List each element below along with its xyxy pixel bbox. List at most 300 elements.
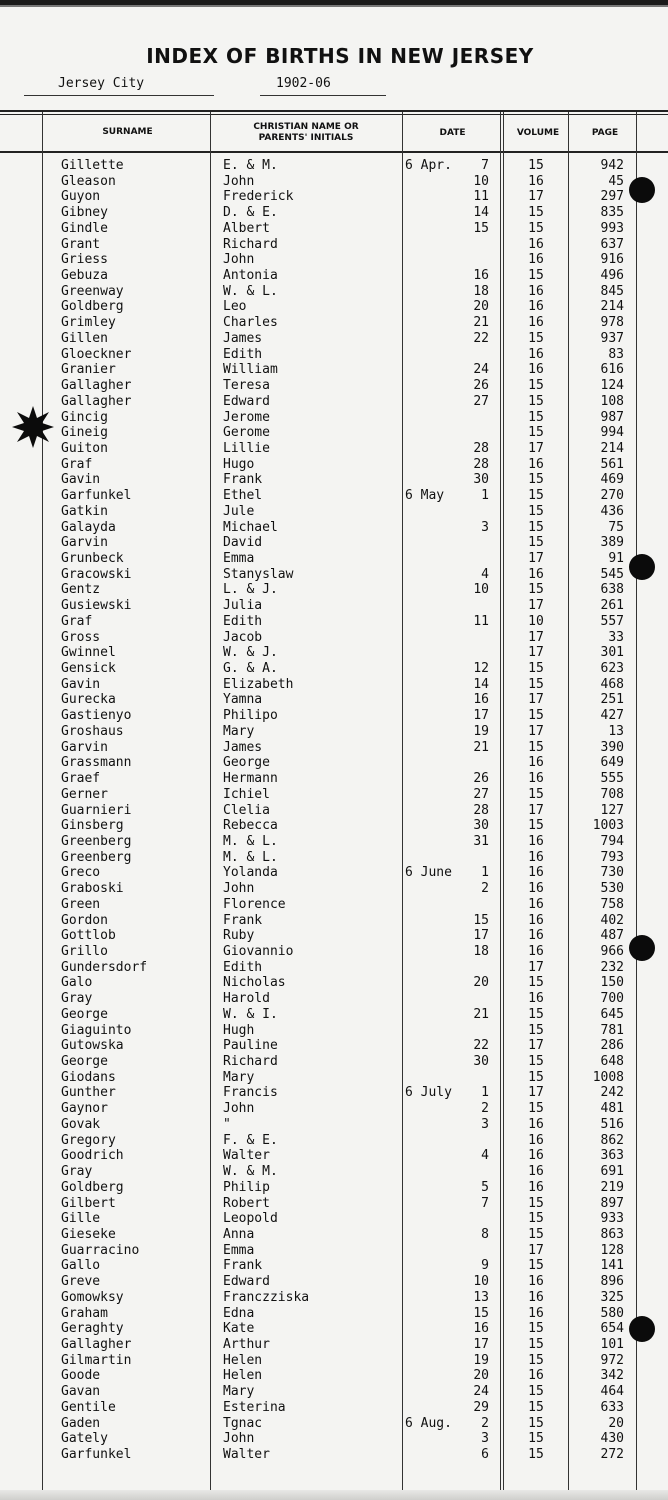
volume-cell: 16: [528, 896, 544, 912]
page-cell: 978: [600, 315, 624, 331]
volume-cell: 15: [528, 158, 544, 173]
table-row: [0, 1148, 668, 1164]
surname-cell: Gaden: [61, 1415, 101, 1431]
surname-cell: Grunbeck: [61, 551, 124, 566]
table-row: [0, 1164, 668, 1180]
years-underline: [260, 95, 386, 96]
table-row: [0, 1447, 668, 1463]
table-row: [0, 614, 668, 630]
date-day-cell: 12: [473, 661, 489, 677]
surname-cell: Gatkin: [61, 503, 108, 519]
volume-column-header: VOLUME: [516, 128, 560, 138]
surname-cell: Green: [61, 896, 101, 912]
volume-cell: 16: [528, 566, 544, 582]
page-cell: 124: [600, 378, 624, 394]
christian-name-cell: D. & E.: [223, 205, 278, 221]
page-cell: 75: [608, 519, 624, 535]
christian-name-cell: Edna: [223, 1305, 255, 1321]
volume-cell: 15: [528, 708, 544, 724]
christian-name-cell: Pauline: [223, 1038, 278, 1054]
table-row: [0, 504, 668, 520]
volume-cell: 17: [528, 1038, 544, 1054]
volume-cell: 15: [528, 1431, 544, 1447]
christian-name-cell: Elizabeth: [223, 676, 294, 692]
volume-cell: 16: [528, 362, 544, 378]
page-cell: 128: [600, 1242, 624, 1258]
volume-cell: 17: [528, 959, 544, 975]
christian-name-cell: L. & J.: [223, 582, 278, 598]
page-cell: 496: [600, 268, 624, 284]
christian-name-cell: Rebecca: [223, 818, 278, 834]
surname-cell: Gillette: [61, 158, 124, 173]
christian-name-cell: Hermann: [223, 771, 278, 787]
volume-cell: 16: [528, 1132, 544, 1148]
surname-cell: Ginsberg: [61, 818, 124, 834]
christian-name-cell: James: [223, 739, 263, 755]
table-row: [0, 488, 668, 504]
christian-name-cell: Walter: [223, 1148, 270, 1164]
volume-cell: 15: [528, 1006, 544, 1022]
date-day-cell: 14: [473, 205, 489, 221]
volume-cell: 15: [528, 519, 544, 535]
volume-cell: 15: [528, 818, 544, 834]
surname-cell: Giaguinto: [61, 1022, 132, 1038]
date-day-cell: 14: [473, 676, 489, 692]
surname-cell: Garvin: [61, 535, 108, 551]
surname-cell: Graf: [61, 613, 93, 629]
years-label: 1902-06: [276, 76, 331, 91]
page-cell: 648: [600, 1054, 624, 1070]
christian-name-cell: John: [223, 1431, 255, 1447]
page-cell: 530: [600, 881, 624, 897]
surname-cell: Gaynor: [61, 1101, 108, 1117]
page-cell: 845: [600, 283, 624, 299]
page-cell: 896: [600, 1274, 624, 1290]
surname-cell: Gindle: [61, 220, 108, 236]
volume-cell: 16: [528, 346, 544, 362]
table-row: [0, 1180, 668, 1196]
surname-cell: Gwinnel: [61, 645, 116, 661]
page-cell: 468: [600, 676, 624, 692]
page-cell: 45: [608, 173, 624, 189]
volume-cell: 16: [528, 865, 544, 881]
volume-cell: 17: [528, 802, 544, 818]
surname-cell: Gieseke: [61, 1226, 116, 1242]
surname-cell: Gregory: [61, 1132, 116, 1148]
page-cell: 700: [600, 991, 624, 1007]
table-row: [0, 551, 668, 567]
date-day-cell: 27: [473, 786, 489, 802]
surname-cell: Garfunkel: [61, 1447, 132, 1463]
table-row: [0, 472, 668, 488]
christian-name-cell: Tgnac: [223, 1415, 263, 1431]
date-day-cell: 2: [481, 881, 489, 897]
volume-cell: 16: [528, 944, 544, 959]
volume-cell: 17: [528, 189, 544, 205]
date-day-cell: 20: [473, 975, 489, 991]
surname-cell: Greenway: [61, 283, 124, 299]
surname-cell: Gallagher: [61, 393, 132, 409]
volume-cell: 15: [528, 409, 544, 425]
page-cell: 691: [600, 1164, 624, 1180]
christian-name-cell: Emma: [223, 551, 255, 566]
volume-cell: 16: [528, 299, 544, 315]
volume-cell: 15: [528, 1321, 544, 1337]
table-row: [0, 347, 668, 363]
table-row: [0, 205, 668, 221]
christian-name-cell: Mary: [223, 723, 255, 739]
christian-name-cell: Clelia: [223, 802, 270, 818]
table-row: [0, 724, 668, 740]
table-row: [0, 897, 668, 913]
page-cell: 557: [600, 613, 624, 629]
table-row: [0, 1054, 668, 1070]
christian-name-cell: Julia: [223, 598, 263, 614]
volume-cell: 16: [528, 1368, 544, 1384]
christian-name-cell: Frank: [223, 1258, 263, 1274]
christian-name-cell: Yolanda: [223, 865, 278, 881]
date-day-cell: 11: [473, 613, 489, 629]
volume-cell: 17: [528, 692, 544, 708]
volume-cell: 16: [528, 283, 544, 299]
surname-cell: Gray: [61, 991, 93, 1007]
surname-cell: Gunther: [61, 1085, 116, 1101]
page-cell: 972: [600, 1352, 624, 1368]
page-cell: 272: [600, 1447, 624, 1463]
table-row: [0, 740, 668, 756]
page-cell: 436: [600, 503, 624, 519]
page-cell: 363: [600, 1148, 624, 1164]
page-cell: 649: [600, 755, 624, 771]
surname-cell: Gundersdorf: [61, 959, 148, 975]
page-cell: 402: [600, 912, 624, 928]
table-row: [0, 975, 668, 991]
table-row: [0, 630, 668, 646]
volume-cell: 15: [528, 330, 544, 346]
christian-name-cell: John: [223, 173, 255, 189]
volume-cell: 17: [528, 598, 544, 614]
table-row: [0, 645, 668, 661]
christian-name-cell: John: [223, 881, 255, 897]
volume-cell: 16: [528, 1289, 544, 1305]
date-day-cell: 3: [481, 1431, 489, 1447]
date-day-cell: 9: [481, 1258, 489, 1274]
table-row: [0, 1227, 668, 1243]
date-month-cell: 6 Aug.: [405, 1415, 452, 1431]
volume-cell: 16: [528, 991, 544, 1007]
volume-cell: 16: [528, 1164, 544, 1180]
city-underline: [24, 95, 214, 96]
christian-name-cell: Philip: [223, 1179, 270, 1195]
page-cell: 516: [600, 1116, 624, 1132]
table-row: [0, 850, 668, 866]
page-cell: 794: [600, 833, 624, 849]
surname-cell: Grassmann: [61, 755, 132, 771]
volume-cell: 16: [528, 236, 544, 252]
christian-name-cell: W. & L.: [223, 283, 278, 299]
date-day-cell: 16: [473, 692, 489, 708]
surname-cell: Goldberg: [61, 299, 124, 315]
christian-name-cell: William: [223, 362, 278, 378]
page-cell: 150: [600, 975, 624, 991]
volume-cell: 16: [528, 755, 544, 771]
page-cell: 793: [600, 849, 624, 865]
date-day-cell: 16: [473, 1321, 489, 1337]
surname-cell: Galayda: [61, 519, 116, 535]
date-day-cell: 24: [473, 362, 489, 378]
page-cell: 214: [600, 440, 624, 456]
page-cell: 261: [600, 598, 624, 614]
surname-cell: Greve: [61, 1274, 101, 1290]
christian-name-cell: Frank: [223, 912, 263, 928]
page-cell: 219: [600, 1179, 624, 1195]
surname-cell: Guarracino: [61, 1242, 140, 1258]
surname-cell: Gavin: [61, 472, 101, 488]
page-cell: 101: [600, 1337, 624, 1352]
page-cell: 242: [600, 1085, 624, 1101]
surname-cell: Graef: [61, 771, 101, 787]
date-month-cell: 6 June: [405, 865, 452, 881]
table-row: [0, 425, 668, 441]
table-row: [0, 944, 668, 960]
surname-cell: Gately: [61, 1431, 108, 1447]
page-cell: 464: [600, 1384, 624, 1400]
page-cell: 993: [600, 220, 624, 236]
surname-cell: Graham: [61, 1305, 108, 1321]
table-row: [0, 1211, 668, 1227]
date-day-cell: 21: [473, 1006, 489, 1022]
volume-cell: 15: [528, 582, 544, 598]
page-cell: 141: [600, 1258, 624, 1274]
date-month-cell: 6 Apr.: [405, 158, 452, 173]
page-cell: 933: [600, 1211, 624, 1227]
volume-cell: 15: [528, 1337, 544, 1352]
date-day-cell: 2: [481, 1415, 489, 1431]
date-day-cell: 29: [473, 1399, 489, 1415]
surname-cell: Gebuza: [61, 268, 108, 284]
volume-cell: 15: [528, 268, 544, 284]
volume-cell: 15: [528, 205, 544, 221]
volume-cell: 15: [528, 661, 544, 677]
page-cell: 270: [600, 488, 624, 504]
page-cell: 623: [600, 661, 624, 677]
table-row: [0, 315, 668, 331]
table-row: [0, 1321, 668, 1337]
surname-cell: Gilbert: [61, 1195, 116, 1211]
table-row: [0, 221, 668, 237]
page-cell: 91: [608, 551, 624, 566]
volume-cell: 16: [528, 1148, 544, 1164]
christian-name-cell: Mary: [223, 1069, 255, 1085]
christian-name-cell: Nicholas: [223, 975, 286, 991]
volume-cell: 16: [528, 1179, 544, 1195]
page-cell: 83: [608, 346, 624, 362]
page-cell: 781: [600, 1022, 624, 1038]
christian-name-cell: Kate: [223, 1321, 255, 1337]
table-row: [0, 928, 668, 944]
table-row: [0, 299, 668, 315]
christian-name-cell: Ruby: [223, 928, 255, 944]
surname-cell: Gillen: [61, 330, 108, 346]
surname-cell: Gallo: [61, 1258, 101, 1274]
table-row: [0, 410, 668, 426]
date-day-cell: 28: [473, 802, 489, 818]
christian-name-cell: Frederick: [223, 189, 294, 205]
christian-name-cell: Edith: [223, 959, 263, 975]
surname-cell: George: [61, 1054, 108, 1070]
surname-cell: Gusiewski: [61, 598, 132, 614]
date-day-cell: 4: [481, 1148, 489, 1164]
christian-name-cell: Helen: [223, 1352, 263, 1368]
volume-cell: 15: [528, 220, 544, 236]
page-cell: 942: [600, 158, 624, 173]
table-row: [0, 865, 668, 881]
table-row: [0, 582, 668, 598]
page-title: INDEX OF BIRTHS IN NEW JERSEY: [146, 44, 534, 68]
surname-cell: Gineig: [61, 425, 108, 441]
table-row: [0, 1133, 668, 1149]
page-cell: 251: [600, 692, 624, 708]
table-row: [0, 677, 668, 693]
page-cell: 758: [600, 896, 624, 912]
surname-cell: Gordon: [61, 912, 108, 928]
volume-cell: 16: [528, 1116, 544, 1132]
surname-cell: Gastienyo: [61, 708, 132, 724]
page-cell: 342: [600, 1368, 624, 1384]
surname-cell: Gavin: [61, 676, 101, 692]
table-row: [0, 1400, 668, 1416]
page-cell: 390: [600, 739, 624, 755]
page-cell: 616: [600, 362, 624, 378]
christian-name-cell: Ethel: [223, 488, 263, 504]
date-day-cell: 6: [481, 1447, 489, 1463]
volume-cell: 16: [528, 1305, 544, 1321]
surname-cell: Guiton: [61, 440, 108, 456]
christian-name-cell: Antonia: [223, 268, 278, 284]
volume-cell: 17: [528, 1085, 544, 1101]
table-row: [0, 1117, 668, 1133]
table-row: [0, 1416, 668, 1432]
christian-name-cell: W. & I.: [223, 1006, 278, 1022]
surname-cell: Guyon: [61, 189, 101, 205]
volume-cell: 15: [528, 1399, 544, 1415]
surname-cell: Gibney: [61, 205, 108, 221]
surname-cell: Gavan: [61, 1384, 101, 1400]
page-cell: 389: [600, 535, 624, 551]
surname-cell: Gensick: [61, 661, 116, 677]
page-cell: 580: [600, 1305, 624, 1321]
christian-name-cell: James: [223, 330, 263, 346]
christian-name-cell: G. & A.: [223, 661, 278, 677]
volume-cell: 15: [528, 535, 544, 551]
date-day-cell: 27: [473, 393, 489, 409]
table-row: [0, 331, 668, 347]
christian-name-cell: Mary: [223, 1384, 255, 1400]
surname-cell: Gutowska: [61, 1038, 124, 1054]
page-cell: 654: [600, 1321, 624, 1337]
date-day-cell: 30: [473, 472, 489, 488]
surname-cell: Gray: [61, 1164, 93, 1180]
volume-cell: 15: [528, 1352, 544, 1368]
date-day-cell: 10: [473, 1274, 489, 1290]
table-row: [0, 394, 668, 410]
christian-name-cell: F. & E.: [223, 1132, 278, 1148]
volume-cell: 17: [528, 440, 544, 456]
surname-cell: Grant: [61, 236, 101, 252]
date-day-cell: 26: [473, 378, 489, 394]
table-row: [0, 237, 668, 253]
surname-cell: Graf: [61, 456, 93, 472]
volume-cell: 15: [528, 676, 544, 692]
table-row: [0, 1038, 668, 1054]
table-row: [0, 378, 668, 394]
page-cell: 430: [600, 1431, 624, 1447]
surname-cell: Galo: [61, 975, 93, 991]
volume-cell: 15: [528, 975, 544, 991]
page-column-header: PAGE: [591, 128, 619, 138]
table-row: [0, 252, 668, 268]
volume-cell: 17: [528, 645, 544, 661]
volume-cell: 16: [528, 1274, 544, 1290]
volume-cell: 15: [528, 503, 544, 519]
christian-name-cell: Teresa: [223, 378, 270, 394]
date-day-cell: 8: [481, 1226, 489, 1242]
binder-hole: [629, 935, 655, 961]
volume-cell: 15: [528, 488, 544, 504]
city-label: Jersey City: [58, 76, 145, 91]
page-cell: 555: [600, 771, 624, 787]
table-row: [0, 834, 668, 850]
christian-name-cell: Hugo: [223, 456, 255, 472]
date-day-cell: 3: [481, 1116, 489, 1132]
date-day-cell: 28: [473, 440, 489, 456]
christian-name-cell: Jule: [223, 503, 255, 519]
christian-name-cell: M. & L.: [223, 833, 278, 849]
binder-hole: [629, 177, 655, 203]
table-row: [0, 1431, 668, 1447]
date-day-cell: 17: [473, 928, 489, 944]
page-cell: 108: [600, 393, 624, 409]
surname-cell: Gracowski: [61, 566, 132, 582]
date-day-cell: 7: [481, 1195, 489, 1211]
surname-cell: Gurecka: [61, 692, 116, 708]
table-row: [0, 1085, 668, 1101]
volume-cell: 16: [528, 456, 544, 472]
date-month-cell: 6 May: [405, 488, 445, 504]
date-day-cell: 11: [473, 189, 489, 205]
surname-cell: Gloeckner: [61, 346, 132, 362]
date-day-cell: 21: [473, 739, 489, 755]
volume-cell: 15: [528, 1258, 544, 1274]
date-day-cell: 31: [473, 833, 489, 849]
surname-cell: Gincig: [61, 409, 108, 425]
christian-name-cell: Florence: [223, 896, 286, 912]
table-row: [0, 284, 668, 300]
page-cell: 863: [600, 1226, 624, 1242]
christian-name-cell: Edith: [223, 613, 263, 629]
christian-name-cell: W. & J.: [223, 645, 278, 661]
page-cell: 481: [600, 1101, 624, 1117]
volume-cell: 16: [528, 252, 544, 268]
christian-name-cell: Edward: [223, 1274, 270, 1290]
surname-cell: Gerner: [61, 786, 108, 802]
volume-cell: 17: [528, 551, 544, 566]
surname-cell: Govak: [61, 1116, 101, 1132]
date-day-cell: 13: [473, 1289, 489, 1305]
table-row: [0, 818, 668, 834]
volume-cell: 15: [528, 786, 544, 802]
surname-cell: Garvin: [61, 739, 108, 755]
